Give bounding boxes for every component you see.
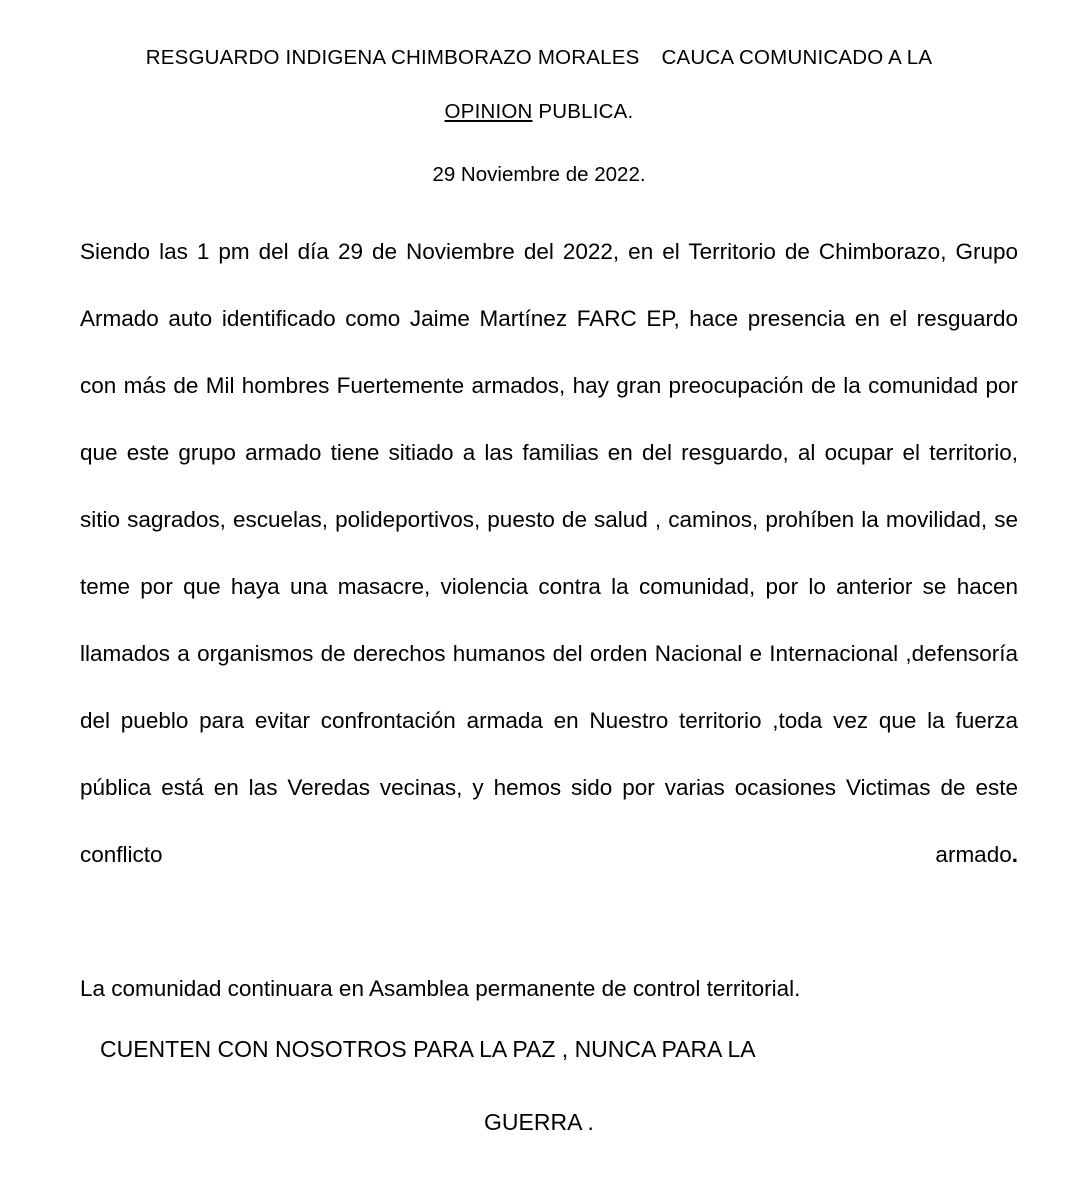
closing-line-2: GUERRA . [484, 1109, 594, 1135]
header-opinion-underlined-text: OPINION [444, 100, 533, 123]
document-header-line-2 [0, 100, 1078, 125]
body-paragraph-1-period: . [1011, 842, 1018, 867]
document-date: 29 Noviembre de 2022. [432, 163, 646, 186]
document-body [80, 218, 1018, 1022]
header-region-text: CAUCA COMUNICADO A LA [661, 46, 933, 69]
closing-line-1: CUENTEN CON NOSOTROS PARA LA PAZ , NUNCA PARA LA [100, 1036, 756, 1062]
document-header-line-1 [0, 46, 1078, 71]
header-organization-text: RESGUARDO INDIGENA CHIMBORAZO MORALES [145, 46, 640, 69]
body-paragraph-1-text: Siendo las 1 pm del día 29 de Noviembre del 2022, en el Territorio de Chimborazo, Grupo Armado auto identificado como Jaime Martínez FARC EP, hace presencia en el resguardo con más de Mil hombres Fuertemente armados, hay gran preocupación de la comunidad por que este grupo armado tiene sitiado a las familias en del resguardo, al ocupar el territorio, sitio sagrados, escuelas, polideportivos, puesto de salud , caminos, prohíben la movilidad, se teme por que haya una masacre, violencia contra la comunidad, por lo anterior se hacen llamados a organismos de derechos humanos del orden Nacional e Internacional ,defensoría del pueblo para evitar confrontación armada en Nuestro territorio ,toda vez que la fuerza pública está en las Veredas vecinas, y hemos sido por varias ocasiones Victimas de este conflicto armado [80, 239, 1018, 867]
body-paragraph-1 [80, 218, 1018, 955]
body-paragraph-2: La comunidad continuara en Asamblea permanente de control territorial. [80, 976, 801, 1001]
header-publica-text: PUBLICA. [532, 100, 634, 123]
